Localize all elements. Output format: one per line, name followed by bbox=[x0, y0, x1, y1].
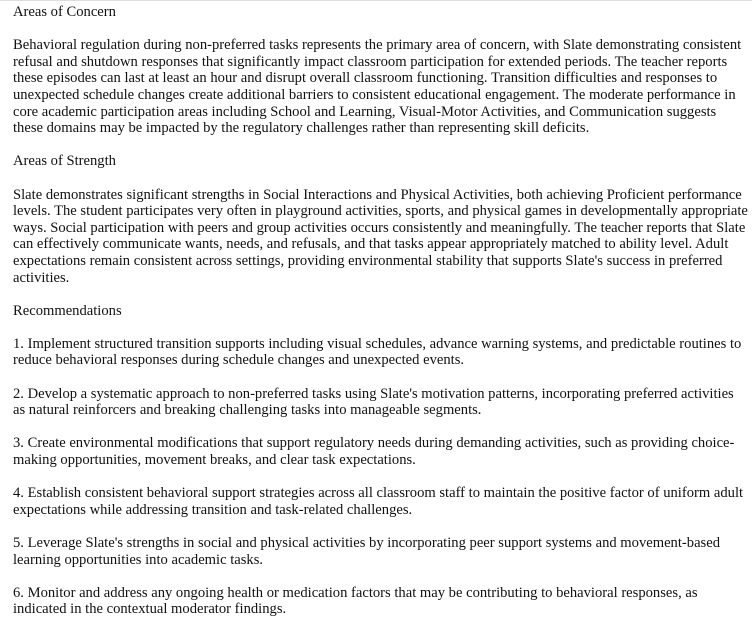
recommendation-item: 4. Establish consistent behavioral support strategies across all classroom staff to maintain the positive factor of uniform adult expectations while addressing transition and task-related challenges. bbox=[13, 485, 744, 518]
recommendation-item: 3. Create environmental modifications that support regulatory needs during demanding activities, such as providing choice-making opportunities, movement breaks, and clear task expectations. bbox=[13, 435, 735, 469]
areas-of-concern-section bbox=[13, 4, 748, 137]
recommendations-heading: Recommendations bbox=[13, 302, 122, 319]
recommendation-item: 2. Develop a systematic approach to non-preferred tasks using Slate's motivation patterns, incorporating preferred activities as natural reinforcers and breaking challenging tasks into manageable segments. bbox=[13, 385, 734, 419]
recommendations-section bbox=[13, 303, 748, 618]
recommendation-item: 6. Monitor and address any ongoing health or medication factors that may be contributing to behavioral responses, as indicated in the contextual moderator findings. bbox=[13, 584, 698, 618]
areas-of-concern-paragraph: Behavioral regulation during non-preferred tasks represents the primary area of concern, with Slate demonstrating consistent refusal and shutdown responses that significantly impact classroom participation for extended periods. The teacher reports these episodes can last at least an hour and disrupt overall classroom functioning. Transition difficulties and responses to unexpected schedule changes create additional barriers to consistent educational engagement. The moderate performance in core academic participation areas including School and Learning, Visual-Motor Activities, and Communication suggests these domains may be impacted by the regulatory challenges rather than representing skill deficits. bbox=[13, 37, 742, 137]
areas-of-strength-paragraph: Slate demonstrates significant strengths in Social Interactions and Physical Activities, both achieving Proficient performance levels. The student participates very often in playground activities, sports, and physical games in developmentally appropriate ways. Social participation with peers and group activities occurs consistently and meaningfully. The teacher reports that Slate can effectively communicate wants, needs, and refusals, and that tasks appear appropriately matched to ability level. Adult expectations remain consistent across settings, providing environmental stability that supports Slate's success in preferred activities. bbox=[13, 186, 748, 286]
recommendation-item: 5. Leverage Slate's strengths in social and physical activities by incorporating peer support systems and movement-based learning opportunities into academic tasks. bbox=[13, 535, 720, 568]
areas-of-strength-heading: Areas of Strength bbox=[13, 153, 116, 170]
areas-of-strength-section bbox=[13, 153, 748, 286]
areas-of-concern-heading: Areas of Concern bbox=[13, 4, 116, 20]
report-document bbox=[0, 1, 748, 618]
recommendation-item: 1. Implement structured transition supports including visual schedules, advance warning systems, and predictable routines to reduce behavioral responses during schedule changes and unexpected events. bbox=[13, 335, 742, 369]
